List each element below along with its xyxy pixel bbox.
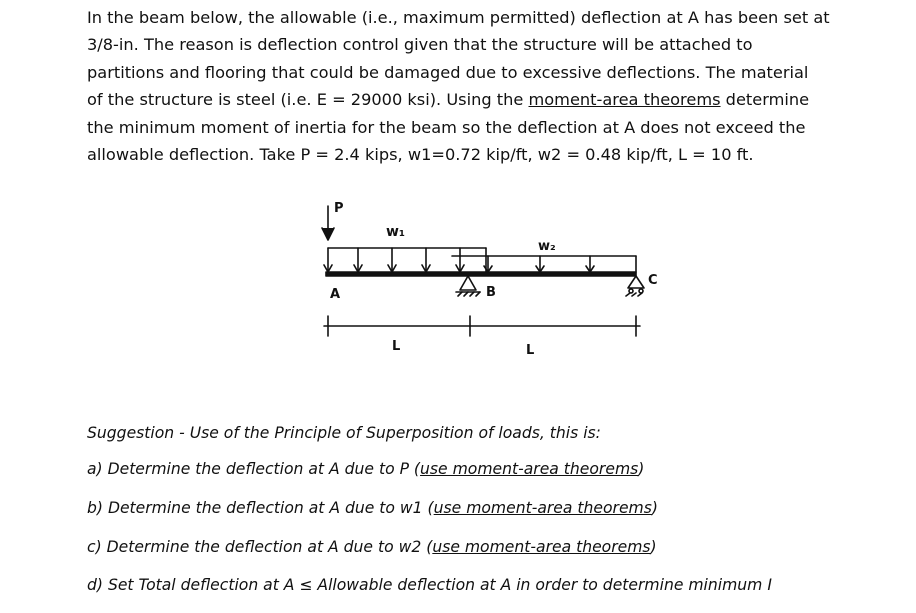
label-w2: w₂ [538,239,556,254]
moment-area-link[interactable]: moment-area theorems [528,90,721,110]
problem-line-3: partitions and flooring that could be damaged due to excessive deflections. The material [87,62,809,82]
label-span-right: L [526,343,535,358]
problem-line-4-pre: of the structure is steel (i.e. E = 29000 ksi). Using the [87,90,529,110]
suggestion-b [87,499,907,517]
problem-statement [87,4,887,168]
suggestion-a-link[interactable]: use moment-area theorems [420,460,639,478]
w2-load [452,256,636,272]
problem-line-4 [87,86,887,113]
problem-line-6: allowable deflection. Take P = 2.4 kips, w1=0.72 kip/ft, w2 = 0.48 kip/ft, L = 10 ft. [87,145,754,165]
suggestion-b-link[interactable]: use moment-area theorems [433,499,652,517]
label-w1: w₁ [386,224,406,240]
suggestion-c-text: c) Determine the deflection at A due to w2 ( [87,538,433,556]
problem-line-2: 3/8-in. The reason is deflection control given that the structure will be attached to [87,35,753,55]
suggestion-a-close: ) [638,460,645,478]
problem-line-4-post: determine [720,90,810,110]
label-b: B [486,285,496,300]
suggestion-c-close: ) [650,538,657,556]
dimension-line [324,316,640,336]
suggestion-b-close: ) [651,499,658,517]
problem-line-1: In the beam below, the allowable (i.e., maximum permitted) deflection at A has been set at [87,8,830,27]
suggestion-c-link[interactable]: use moment-area theorems [432,538,651,556]
suggestion-d: d) Set Total deflection at A ≤ Allowable deflection at A in order to determine minimum I [87,576,772,594]
suggestion-b-text: b) Determine the deflection at A due to w1 ( [87,499,434,517]
suggestion-c [87,538,907,556]
support-b [456,276,480,296]
label-a: A [330,287,341,302]
label-p: P [334,201,344,216]
problem-line-5: the minimum moment of inertia for the beam so the deflection at A does not exceed the [87,117,806,137]
beam-diagram [300,192,680,362]
label-c: C [648,273,658,288]
suggestion-a-text: a) Determine the deflection at A due to P ( [87,460,421,478]
w1-load [324,248,486,272]
label-span-left: L [392,339,401,354]
support-c [626,276,644,296]
suggestion-a [87,460,907,478]
suggestion-intro: Suggestion - Use of the Principle of Superposition of loads, this is: [87,424,601,442]
